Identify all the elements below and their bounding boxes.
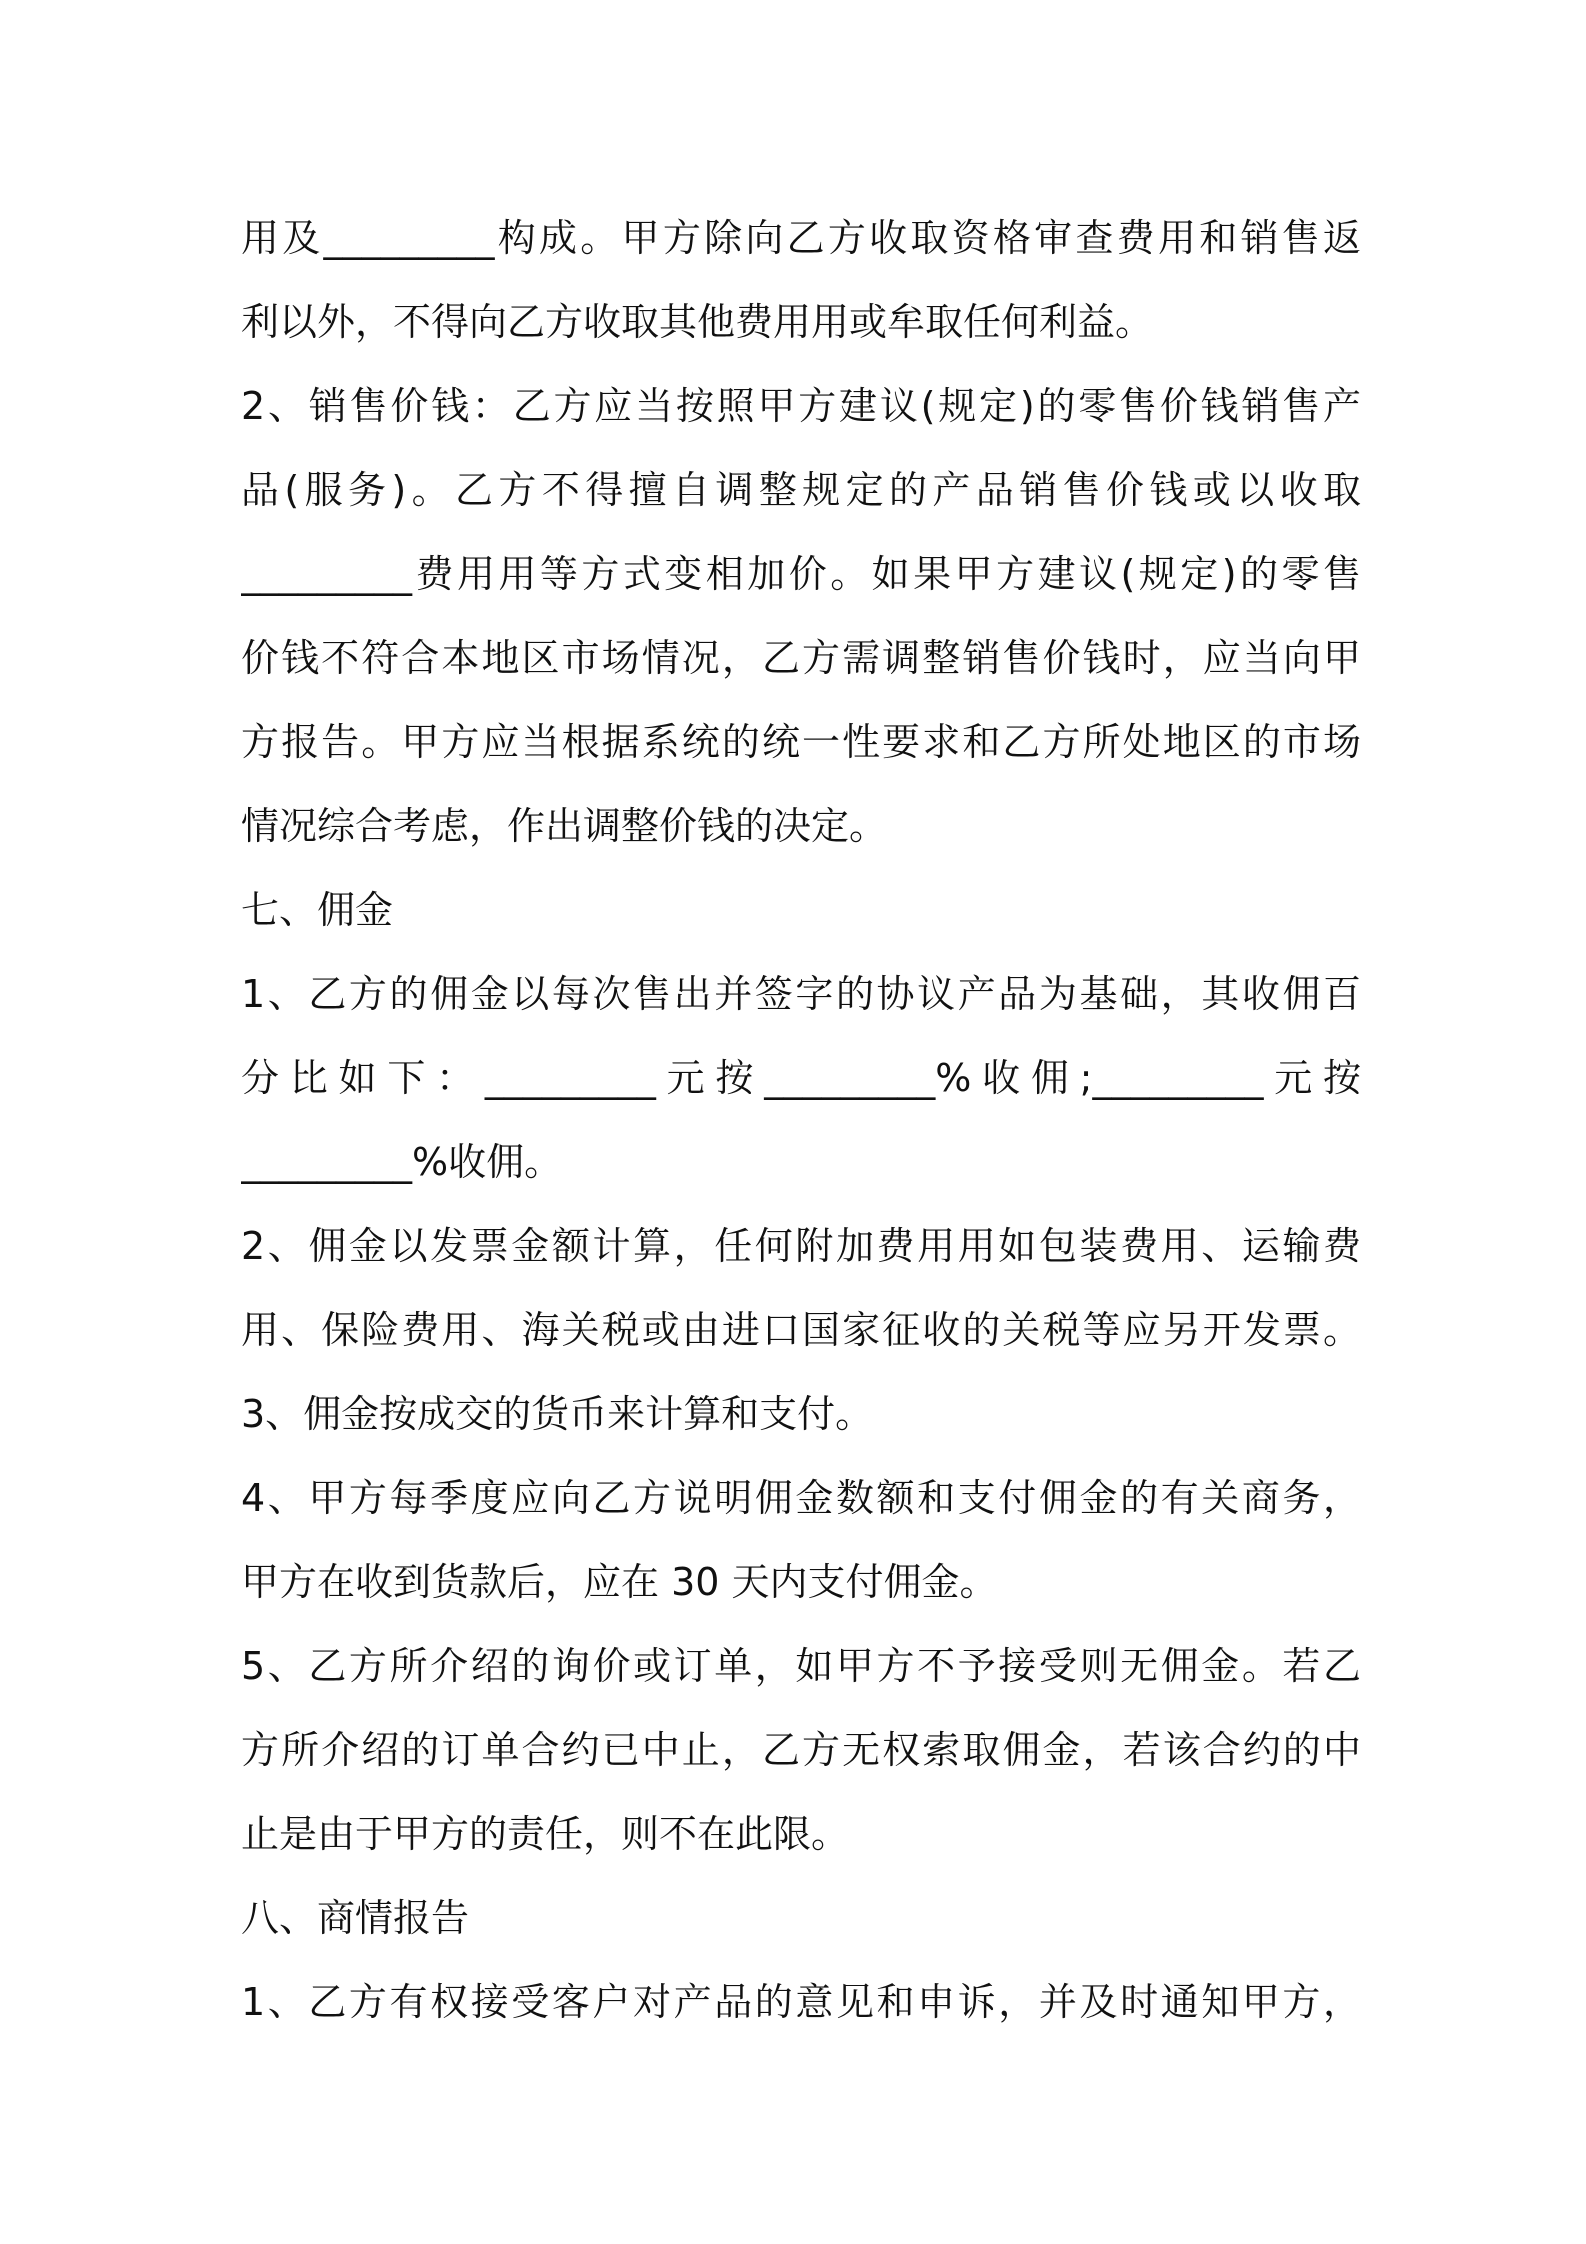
text-line: _________%收佣。 [241, 1140, 563, 1184]
text-line: 情况综合考虑，作出调整价钱的决定。 [241, 804, 888, 848]
text-line: 方报告。甲方应当根据系统的统一性要求和乙方所处地区的市场 [241, 720, 1361, 764]
text-line: 1、乙方的佣金以每次售出并签字的协议产品为基础，其收佣百 [241, 972, 1361, 1016]
text-line: 2、佣金以发票金额计算，任何附加费用用如包装费用、运输费 [241, 1224, 1361, 1268]
text-line: 用、保险费用、海关税或由进口国家征收的关税等应另开发票。 [241, 1308, 1361, 1352]
text-line: 利以外，不得向乙方收取其他费用用或牟取任何利益。 [241, 300, 1154, 344]
text-line: 2、销售价钱：乙方应当按照甲方建议(规定)的零售价钱销售产 [241, 384, 1361, 428]
text-line: 品(服务)。乙方不得擅自调整规定的产品销售价钱或以收取 [241, 468, 1361, 512]
text-line: 3、佣金按成交的货币来计算和支付。 [241, 1392, 874, 1436]
section-heading: 七、佣金 [241, 888, 394, 932]
text-line: _________费用用等方式变相加价。如果甲方建议(规定)的零售 [241, 552, 1361, 596]
text-line: 价钱不符合本地区市场情况，乙方需调整销售价钱时，应当向甲 [241, 636, 1361, 680]
text-line: 甲方在收到货款后，应在 30 天内支付佣金。 [241, 1560, 998, 1604]
section-heading: 八、商情报告 [241, 1896, 470, 1940]
text-line: 1、乙方有权接受客户对产品的意见和申诉，并及时通知甲方， [241, 1980, 1361, 2024]
document-body [241, 196, 1361, 2044]
text-line: 方所介绍的订单合约已中止，乙方无权索取佣金，若该合约的中 [241, 1728, 1361, 1772]
text-line: 止是由于甲方的责任，则不在此限。 [241, 1812, 850, 1856]
text-line: 用及_________构成。甲方除向乙方收取资格审查费用和销售返 [241, 216, 1361, 260]
text-line: 分比如下：_________元按_________%收佣;_________元按 [241, 1056, 1361, 1100]
text-line: 5、乙方所介绍的询价或订单，如甲方不予接受则无佣金。若乙 [241, 1644, 1361, 1688]
text-line: 4、甲方每季度应向乙方说明佣金数额和支付佣金的有关商务， [241, 1476, 1361, 1520]
